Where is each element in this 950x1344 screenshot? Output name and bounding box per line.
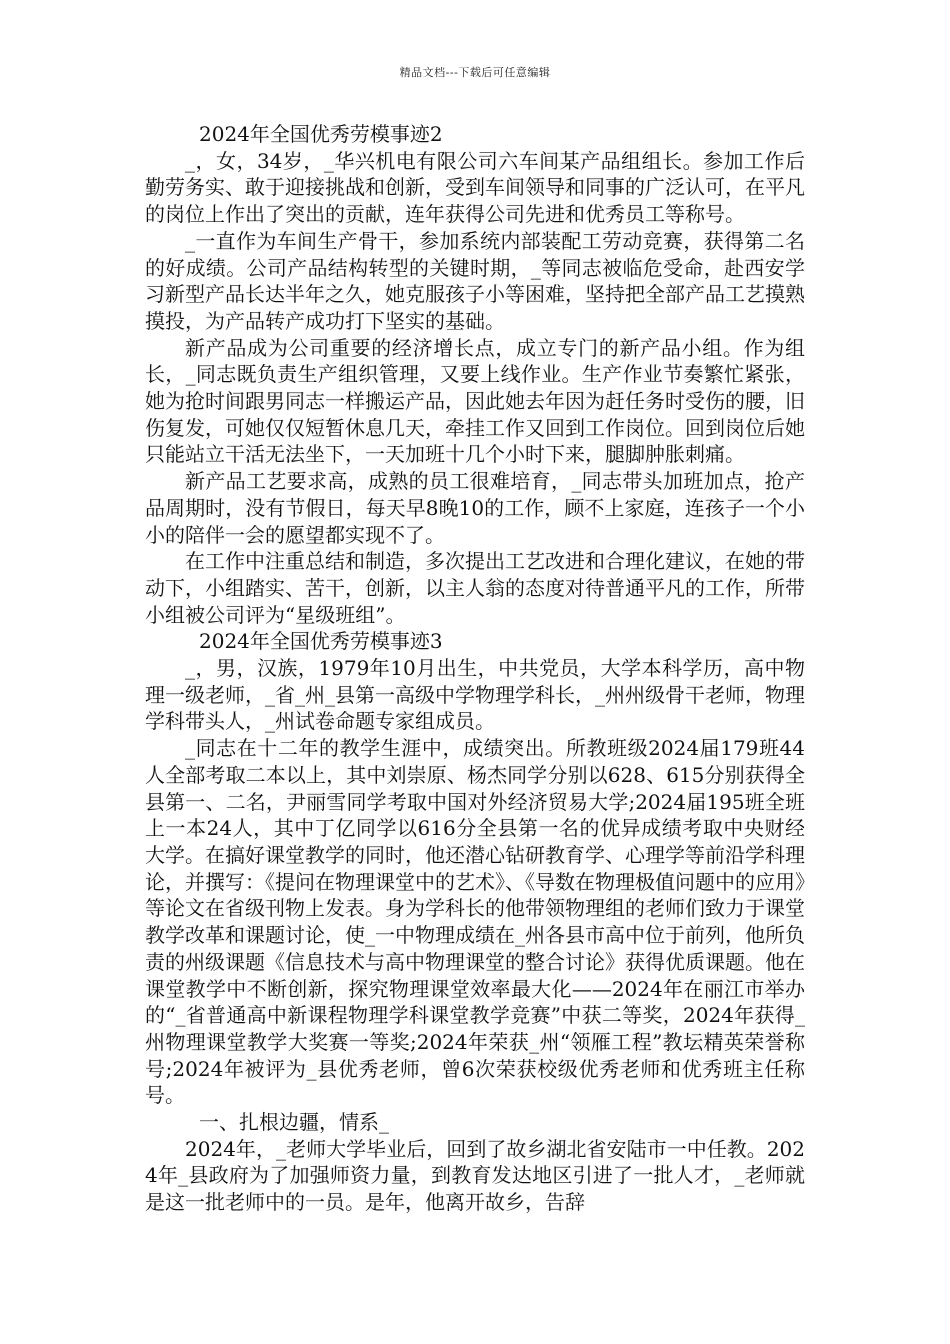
paragraph: _，女，34岁，_华兴机电有限公司六车间某产品组组长。参加工作后勤劳务实、敢于迎接挑战和创新，受到车间领导和同事的广泛认可，在平凡的岗位上作出了突出的贡献，连年获得公司先进和优秀员工等称号。 — [145, 148, 805, 227]
paragraph: 2024年，_老师大学毕业后，回到了故乡湖北省安陆市一中任教。2024年_县政府为了加强师资力量，到教育发达地区引进了一批人才，_老师就是这一批老师中的一员。是年，他离开故乡，告辞 — [145, 1136, 805, 1215]
paragraph: 新产品成为公司重要的经济增长点，成立专门的新产品小组。作为组长，_同志既负责生产组织管理，又要上线作业。生产作业节奏繁忙紧张，她为抢时间跟男同志一样搬运产品，因此她去年因为赶任务时受伤的腰，旧伤复发，可她仅仅短暂休息几天，牵挂工作又回到工作岗位。回到岗位后她只能站立干活无法坐下，一天加班十几个小时下来，腿脚肿胀刺痛。 — [145, 335, 805, 467]
section-heading: 一、扎根边疆，情系_ — [199, 1110, 389, 1135]
paragraph: _一直作为车间生产骨干，参加系统内部装配工劳动竞赛，获得第二名的好成绩。公司产品结构转型的关键时期，_等同志被临危受命，赴西安学习新型产品长达半年之久，她克服孩子小等困难，坚持把全部产品工艺摸熟摸投，为产品转产成功打下坚实的基础。 — [145, 228, 805, 333]
paragraph: 新产品工艺要求高，成熟的员工很难培育，_同志带头加班加点，抢产品周期时，没有节假日，每天早8晚10的工作，顾不上家庭，连孩子一个小小的陪伴一会的愿望都实现不了。 — [145, 469, 805, 547]
document-body — [145, 121, 805, 1216]
paragraph: 在工作中注重总结和制造，多次提出工艺改进和合理化建议，在她的带动下，小组踏实、苦干，创新，以主人翁的态度对待普通平凡的工作，所带小组被公司评为“星级班组”。 — [145, 549, 805, 627]
paragraph: _，男，汉族，1979年10月出生，中共党员，大学本科学历，高中物理一级老师，_省_州_县第一高级中学物理学科长，_州州级骨干老师，物理学科带头人，_州试卷命题专家组成员。 — [145, 656, 805, 734]
document-header: 精品文档---下载后可任意编辑 — [399, 66, 551, 79]
paragraph: _同志在十二年的教学生涯中，成绩突出。所教班级2024届179班44人全部考取二本以上，其中刘崇原、杨杰同学分别以628、615分别获得全县第一、二名，尹丽雪同学考取中国对外经济贸易大学;2024届195班全班上一本24人，其中丁亿同学以616分全县第一名的优异成绩考取中央财经大学。在搞好课堂教学的同时，他还潜心钻研教育学、心理学等前沿学科理论，并撰写：《提问在物理课堂中的艺术》、《导数在物理极值问题中的应用》等论文在省级刊物上发表。身为学科长的他带领物理组的老师们致力于课堂教学改革和课题讨论，使_一中物理成绩在_州各县市高中位于前列，他所负责的州级课题《信息技术与高中物理课堂的整合讨论》获得优质课题。他在课堂教学中不断创新，探究物理课堂效率最大化——2024年在丽江市举办的“_省普通高中新课程物理学科课堂教学竞赛”中获二等奖，2024年获得_州物理课堂教学大奖赛一等奖;2024年荣获_州“领雁工程”教坛精英荣誉称号;2024年被评为_县优秀老师，曾6次荣获校级优秀老师和优秀班主任称号。 — [145, 736, 805, 1108]
section-heading: 2024年全国优秀劳模事迹3 — [199, 629, 443, 654]
section-heading: 2024年全国优秀劳模事迹2 — [199, 122, 443, 146]
